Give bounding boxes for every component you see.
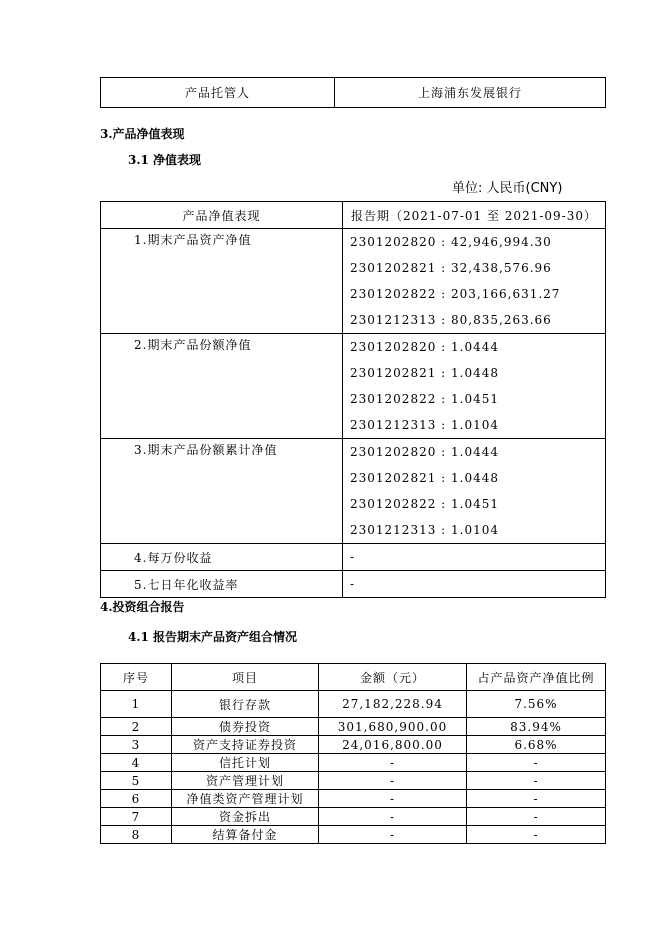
nav-value: 2301212313 : 1.0104 <box>350 418 500 432</box>
table-cell: - <box>319 790 467 808</box>
table-row <box>101 718 606 736</box>
nav-value: 2301202820 : 1.0444 <box>350 340 500 354</box>
table-cell: 资产管理计划 <box>172 772 319 790</box>
nav-value: 2301202820 : 1.0444 <box>350 445 500 459</box>
table-row <box>101 691 606 718</box>
table-cell: - <box>467 772 606 790</box>
table-cell: 银行存款 <box>172 691 319 718</box>
nav-value: 2301202822 : 1.0451 <box>350 497 500 511</box>
nav-value: 2301202821 : 1.0448 <box>350 366 500 380</box>
table-row <box>101 736 606 754</box>
nav-table <box>100 201 606 598</box>
table-row <box>101 772 606 790</box>
nav-value: 2301202820 : 42,946,994.30 <box>350 235 552 249</box>
portfolio-header-amount: 金额（元） <box>319 664 467 691</box>
table-cell: 2 <box>101 718 172 736</box>
nav-value: 2301212313 : 80,835,263.66 <box>350 313 552 327</box>
portfolio-header-index: 序号 <box>101 664 172 691</box>
table-cell: 信托计划 <box>172 754 319 772</box>
nav-row-label: 1.期末产品资产净值 <box>101 229 343 334</box>
portfolio-header-item: 项目 <box>172 664 319 691</box>
nav-row-values <box>343 334 606 439</box>
portfolio-table <box>100 663 606 844</box>
table-row <box>101 754 606 772</box>
table-row <box>101 790 606 808</box>
nav-row-label: 4.每万份收益 <box>101 544 343 571</box>
nav-row-label: 2.期末产品份额净值 <box>101 334 343 439</box>
nav-row-values <box>343 439 606 544</box>
table-cell: 1 <box>101 691 172 718</box>
section3-subtitle: 3.1 净值表现 <box>128 153 202 167</box>
table-cell: - <box>319 826 467 844</box>
section4-title: 4.投资组合报告 <box>100 600 185 614</box>
table-cell: 7.56% <box>467 691 606 718</box>
table-cell: 6.68% <box>467 736 606 754</box>
table-cell: - <box>467 790 606 808</box>
table-cell: 4 <box>101 754 172 772</box>
nav-value: - <box>343 544 606 571</box>
nav-value: 2301202821 : 1.0448 <box>350 471 500 485</box>
table-cell: 83.94% <box>467 718 606 736</box>
table-cell: - <box>319 808 467 826</box>
nav-value: 2301212313 : 1.0104 <box>350 523 500 537</box>
nav-header-period: 报告期（2021-07-01 至 2021-09-30） <box>343 202 606 229</box>
nav-value: 2301202821 : 32,438,576.96 <box>350 261 552 275</box>
custodian-label: 产品托管人 <box>101 78 335 108</box>
nav-value: 2301202822 : 1.0451 <box>350 392 500 406</box>
table-cell: 8 <box>101 826 172 844</box>
nav-row-label: 5.七日年化收益率 <box>101 571 343 598</box>
nav-row-values <box>343 229 606 334</box>
table-cell: - <box>319 772 467 790</box>
table-cell: - <box>467 808 606 826</box>
table-row <box>101 808 606 826</box>
custodian-value: 上海浦东发展银行 <box>335 78 606 108</box>
table-cell: 7 <box>101 808 172 826</box>
table-cell: 5 <box>101 772 172 790</box>
unit-label: 单位: 人民币(CNY) <box>452 181 563 196</box>
table-cell: 27,182,228.94 <box>319 691 467 718</box>
portfolio-header-ratio: 占产品资产净值比例 <box>467 664 606 691</box>
nav-header-label: 产品净值表现 <box>101 202 343 229</box>
table-cell: 6 <box>101 790 172 808</box>
nav-value: - <box>343 571 606 598</box>
table-cell: - <box>467 826 606 844</box>
table-cell: 24,016,800.00 <box>319 736 467 754</box>
table-cell: 3 <box>101 736 172 754</box>
custodian-table <box>100 77 606 108</box>
table-cell: 资金拆出 <box>172 808 319 826</box>
table-cell: 资产支持证券投资 <box>172 736 319 754</box>
table-cell: 净值类资产管理计划 <box>172 790 319 808</box>
nav-row-label: 3.期末产品份额累计净值 <box>101 439 343 544</box>
table-cell: 债券投资 <box>172 718 319 736</box>
table-cell: 301,680,900.00 <box>319 718 467 736</box>
table-cell: - <box>467 754 606 772</box>
table-cell: - <box>319 754 467 772</box>
table-cell: 结算备付金 <box>172 826 319 844</box>
table-row <box>101 826 606 844</box>
section3-title: 3.产品净值表现 <box>100 127 185 141</box>
section4-subtitle: 4.1 报告期末产品资产组合情况 <box>128 630 298 644</box>
nav-value: 2301202822 : 203,166,631.27 <box>350 287 561 301</box>
